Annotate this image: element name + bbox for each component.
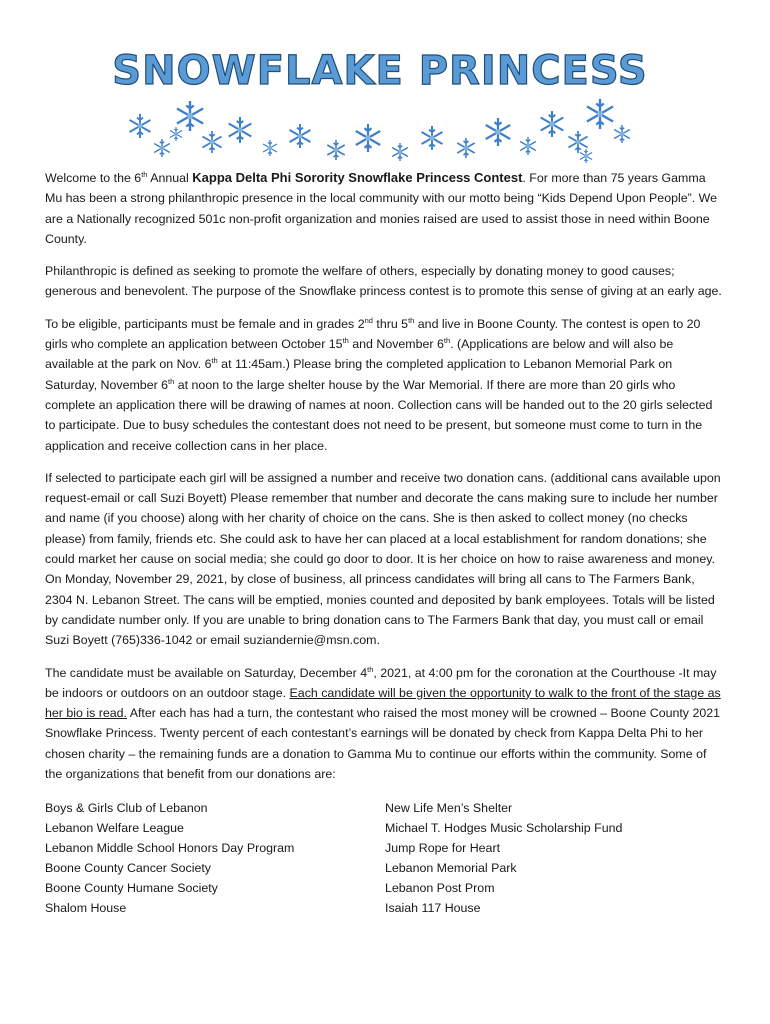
welcome-paragraph: Welcome to the 6th Annual Kappa Delta Phi Sorority Snowflake Princess Contest. For more than 75 years Gamma Mu has been a strong philanthropic presence in the local community with our motto being “Kids Depend Upon People”. We are a Nationally recognized 501c non-profit organization and monies raised are used to assist those in need within Boone County. (45, 169, 717, 246)
list-item: Jump Rope for Heart (385, 841, 501, 856)
list-item: Shalom House (45, 901, 127, 916)
participation-paragraph: If selected to participate each girl will be assigned a number and receive two donation cans. (additional cans available upon request-email or call Suzi Boyett) Please remember that number and decorate the cans making sure to include her number and name (if you choose) along with her charity of choice on the cans. She is then asked to collect money (no checks please) from family, friends etc. She could ask to have her can placed at a local establishment for random donations; she could market her cause on social media; she could go door to door. It is her choice on how to raise awareness and money. On Monday, November 29, 2021, by close of business, all princess candidates will bring all cans to The Farmers Bank, 2304 N. Lebanon Street. The cans will be emptied, monies counted and deposited by bank employees. Totals will be listed by candidate number only. If you are unable to bring donation cans to The Farmers Bank that day, you must call or email Suzi Boyett (765)336-1042 or email suziandernie@msn.com. (45, 470, 721, 648)
list-item: Lebanon Welfare League (45, 821, 184, 836)
document-body (45, 168, 725, 918)
snowflake-arc (130, 99, 630, 163)
list-item: Michael T. Hodges Music Scholarship Fund (385, 821, 623, 836)
list-item: New Life Men’s Shelter (385, 801, 513, 816)
list-item: Boys & Girls Club of Lebanon (45, 801, 208, 816)
snowflake-banner (100, 38, 660, 178)
organizations-right-column (385, 798, 725, 918)
banner-title: SNOWFLAKE PRINCESS (112, 48, 648, 94)
list-item: Boone County Cancer Society (45, 861, 211, 876)
philanthropic-paragraph: Philanthropic is defined as seeking to promote the welfare of others, especially by donating money to good causes; generous and benevolent. The purpose of the Snowflake princess contest is to promote this sense of giving at an early age. (45, 264, 722, 299)
banner-graphic (100, 38, 660, 178)
coronation-paragraph: The candidate must be available on Saturday, December 4th, 2021, at 4:00 pm for the coronation at the Courthouse -It may be indoors or outdoors on an outdoor stage. Each candidate will be given the opportunity to walk to the front of the stage as her bio is read. After each has had a turn, the contestant who raised the most money will be crowned – Boone County 2021 Snowflake Princess. Twenty percent of each contestant’s earnings will be donated by check from Kappa Delta Phi to her chosen charity – the remaining funds are a donation to Gamma Mu to continue our efforts within the community. Some of the organizations that benefit from our donations are: (45, 664, 721, 782)
organizations-list (45, 798, 725, 918)
underlined-note: Each candidate will be given the opportunity to walk to the front of the stage as her bio is read. (45, 685, 721, 721)
eligibility-paragraph: To be eligible, participants must be female and in grades 2nd thru 5th and live in Boone County. The contest is open to 20 girls who complete an application between October 15th and November 6th. (Applications are below and will also be available at the park on Nov. 6th at 11:45am.) Please bring the completed application to Lebanon Memorial Park on Saturday, November 6th at noon to the large shelter house by the War Memorial. If there are more than 20 girls who complete an application there will be drawing of names at noon. Collection cans will be handed out to the 20 girls selected to participate. Due to busy schedules the contestant does not need to be present, but someone must come to turn in the application and receive collection cans in her place. (45, 315, 713, 453)
list-item: Boone County Humane Society (45, 881, 218, 896)
contest-name: Kappa Delta Phi Sorority Snowflake Princess Contest (192, 170, 523, 185)
list-item: Lebanon Middle School Honors Day Program (45, 841, 295, 856)
list-item: Lebanon Post Prom (385, 881, 495, 896)
list-item: Lebanon Memorial Park (385, 861, 517, 876)
organizations-left-column (45, 798, 385, 918)
list-item: Isaiah 117 House (385, 901, 481, 916)
